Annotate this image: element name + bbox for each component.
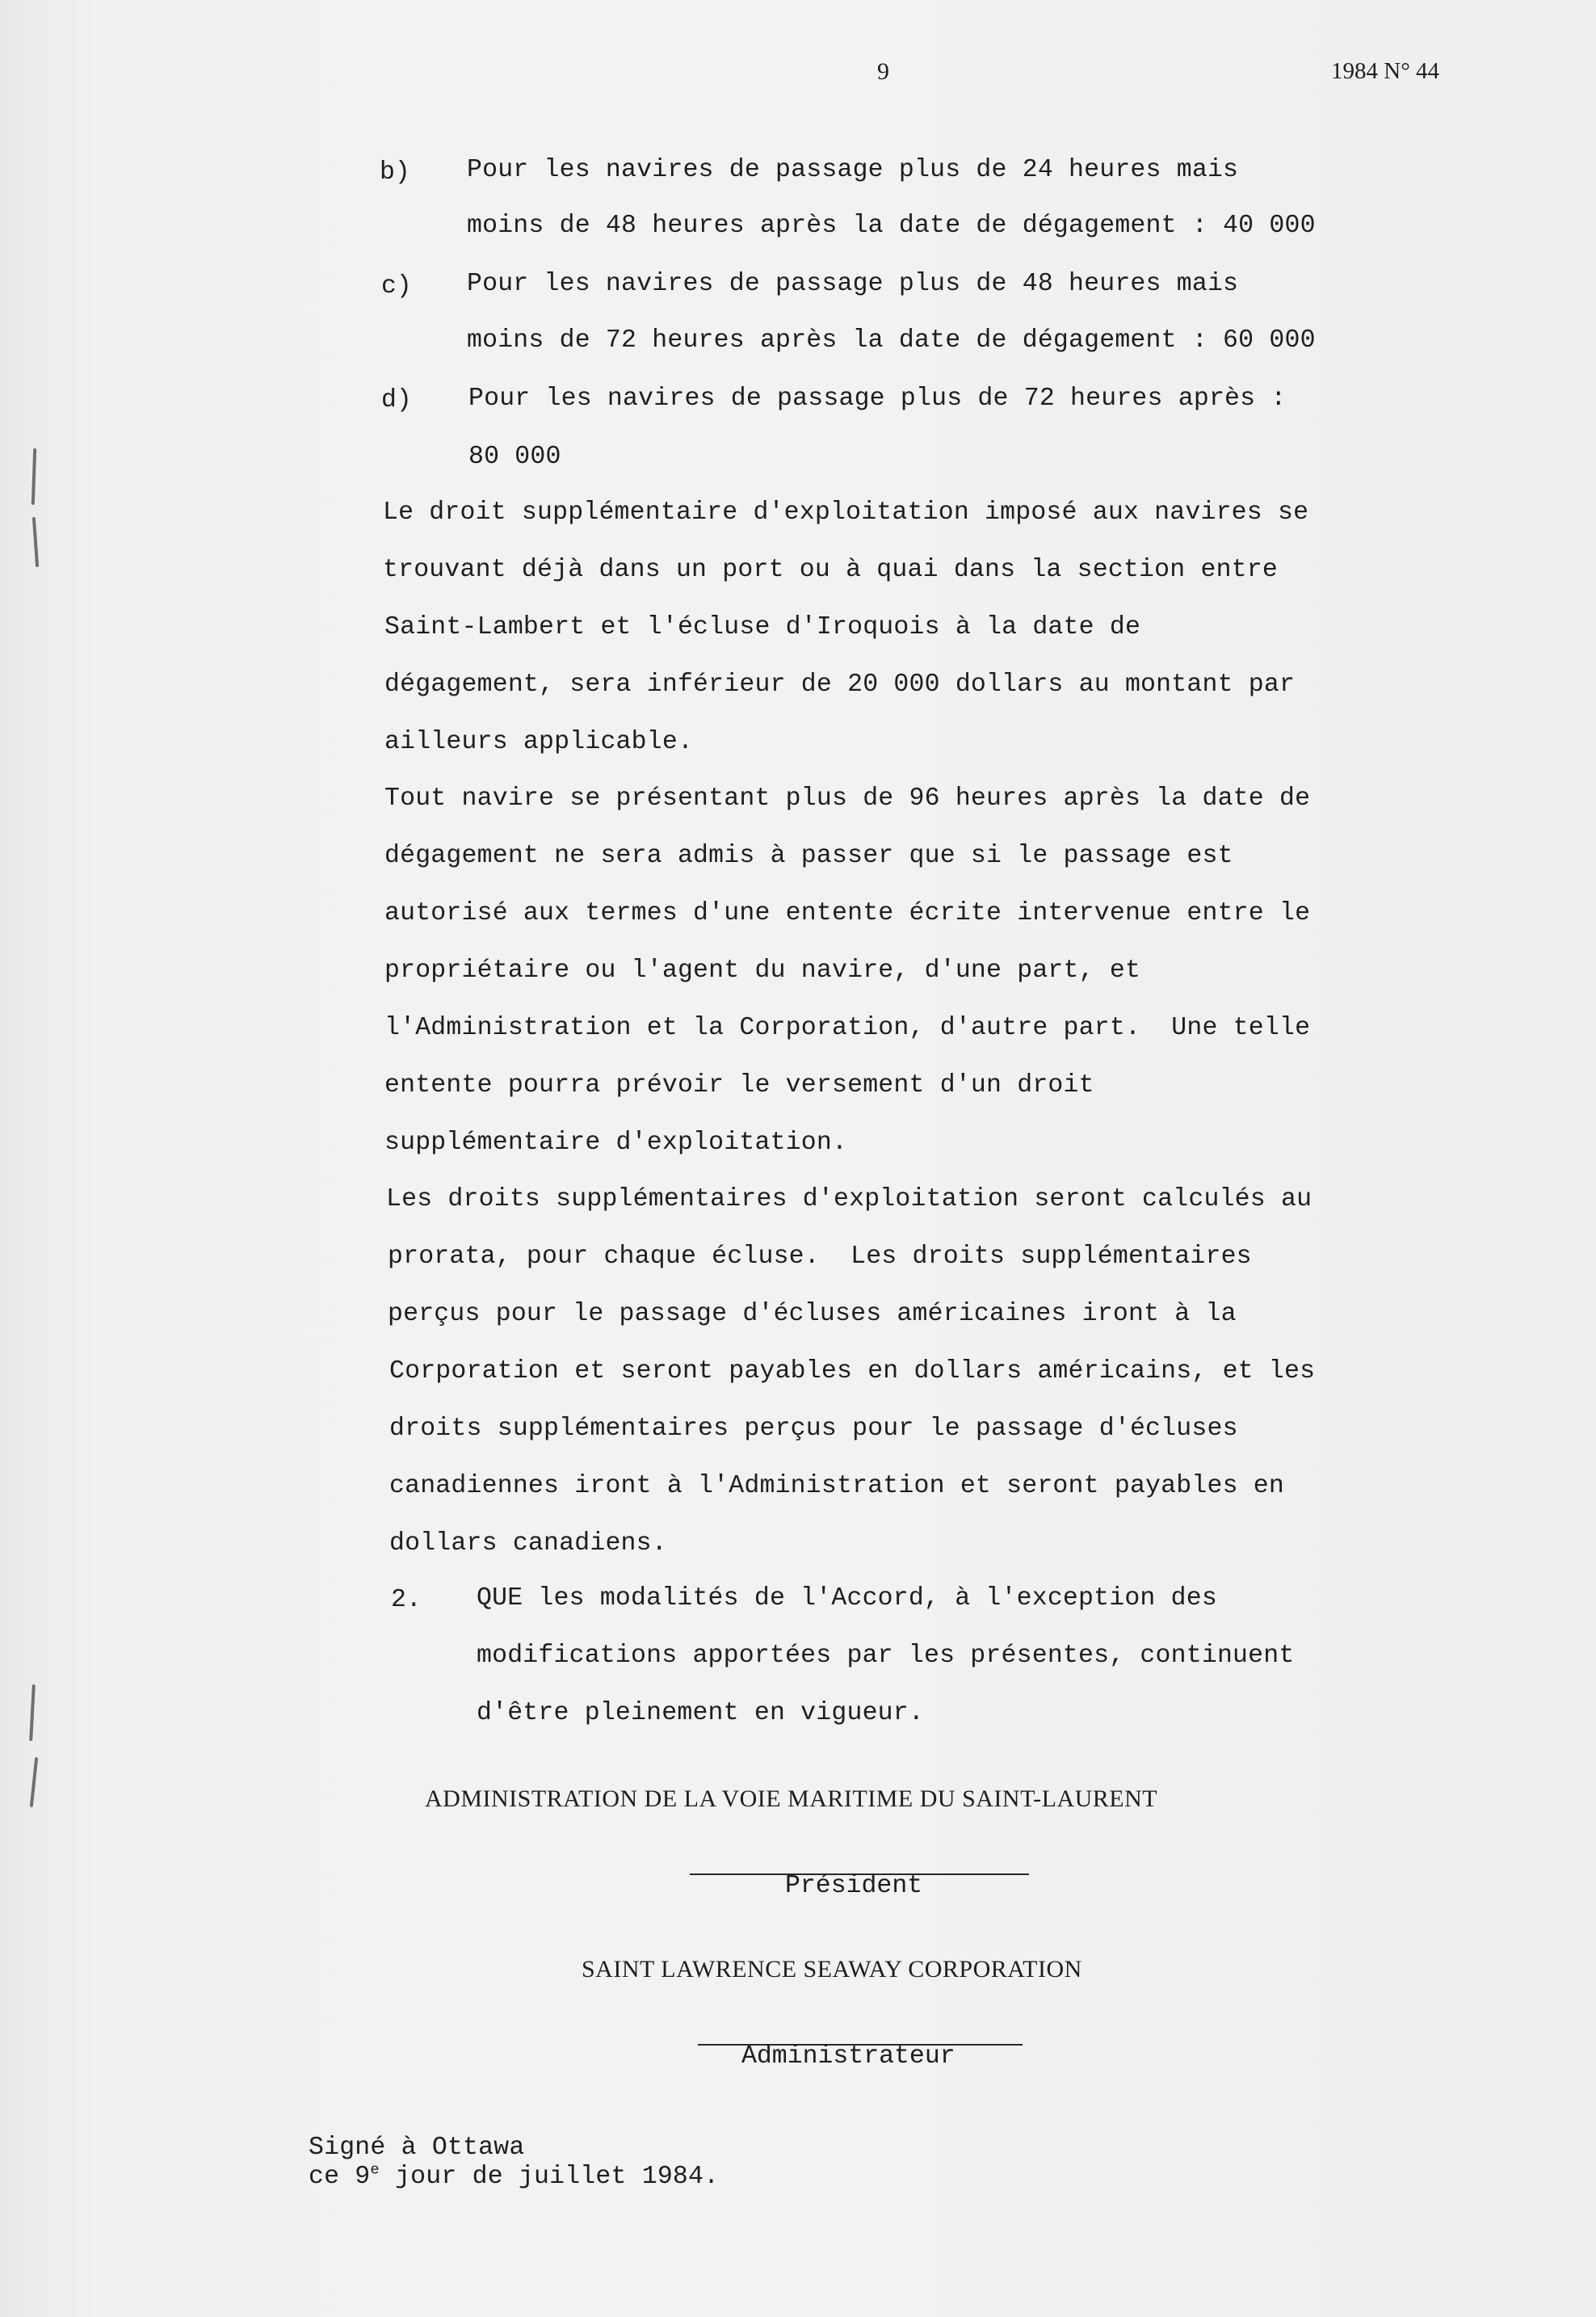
text-line: canadiennes iront à l'Administration et seront payables en xyxy=(389,1472,1284,1500)
item-label: b) xyxy=(380,158,410,187)
text-line: trouvant déjà dans un port ou à quai dans la section entre xyxy=(383,556,1278,584)
text-line: Pour les navires de passage plus de 48 heures mais xyxy=(467,270,1239,298)
text-line: entente pourra prévoir le versement d'un droit xyxy=(384,1071,1094,1100)
item-label: c) xyxy=(381,272,412,301)
text-line: dollars canadiens. xyxy=(389,1529,667,1558)
signatory-title: Président xyxy=(785,1872,923,1900)
text-line: 80 000 xyxy=(468,443,561,471)
document-reference: 1984 N° 44 xyxy=(1331,58,1440,84)
text-line: Saint-Lambert et l'écluse d'Iroquois à la date de xyxy=(384,613,1141,641)
text-line: dégagement ne sera admis à passer que si le passage est xyxy=(384,842,1233,870)
text-line: moins de 48 heures après la date de dégagement : 40 000 xyxy=(467,212,1316,240)
text-line: propriétaire ou l'agent du navire, d'une part, et xyxy=(384,957,1141,985)
text-line: perçus pour le passage d'écluses américaines iront à la xyxy=(388,1300,1237,1328)
text-line: l'Administration et la Corporation, d'autre part. Une telle xyxy=(384,1014,1311,1042)
staple-mark xyxy=(32,517,39,567)
text-line: moins de 72 heures après la date de dégagement : 60 000 xyxy=(467,326,1316,355)
text-line: ailleurs applicable. xyxy=(384,728,694,756)
staple-mark xyxy=(32,448,36,505)
text-line: Pour les navires de passage plus de 72 heures après : xyxy=(468,385,1287,413)
text-line: Le droit supplémentaire d'exploitation imposé aux navires se xyxy=(383,498,1309,527)
staple-mark xyxy=(29,1684,36,1741)
text-line: Tout navire se présentant plus de 96 heures après la date de xyxy=(384,784,1311,813)
text-line: autorisé aux termes d'une entente écrite intervenue entre le xyxy=(384,899,1311,927)
text-line: d'être pleinement en vigueur. xyxy=(477,1699,924,1727)
signed-date: ce 9e jour de juillet 1984. xyxy=(309,2160,720,2191)
authority-name: ADMINISTRATION DE LA VOIE MARITIME DU SAINT-LAURENT xyxy=(425,1785,1158,1812)
text-line: Les droits supplémentaires d'exploitation seront calculés au xyxy=(386,1185,1312,1213)
corporation-name: SAINT LAWRENCE SEAWAY CORPORATION xyxy=(582,1956,1082,1983)
clause-label: 2. xyxy=(391,1586,422,1614)
signed-place: Signé à Ottawa xyxy=(309,2134,525,2162)
text-line: QUE les modalités de l'Accord, à l'exception des xyxy=(477,1584,1217,1613)
signatory-title: Administrateur xyxy=(741,2042,956,2071)
text-line: Pour les navires de passage plus de 24 heures mais xyxy=(467,156,1239,184)
text-line: Corporation et seront payables en dollars américains, et les xyxy=(389,1357,1316,1386)
text-line: dégagement, sera inférieur de 20 000 dollars au montant par xyxy=(384,671,1296,699)
text-line: supplémentaire d'exploitation. xyxy=(384,1129,848,1157)
text-line: modifications apportées par les présentes, continuent xyxy=(477,1642,1295,1670)
text-line: droits supplémentaires perçus pour le passage d'écluses xyxy=(389,1415,1238,1443)
text-line: prorata, pour chaque écluse. Les droits supplémentaires xyxy=(388,1243,1252,1271)
page-number: 9 xyxy=(877,58,889,85)
item-label: d) xyxy=(381,386,412,414)
staple-mark xyxy=(30,1757,38,1807)
